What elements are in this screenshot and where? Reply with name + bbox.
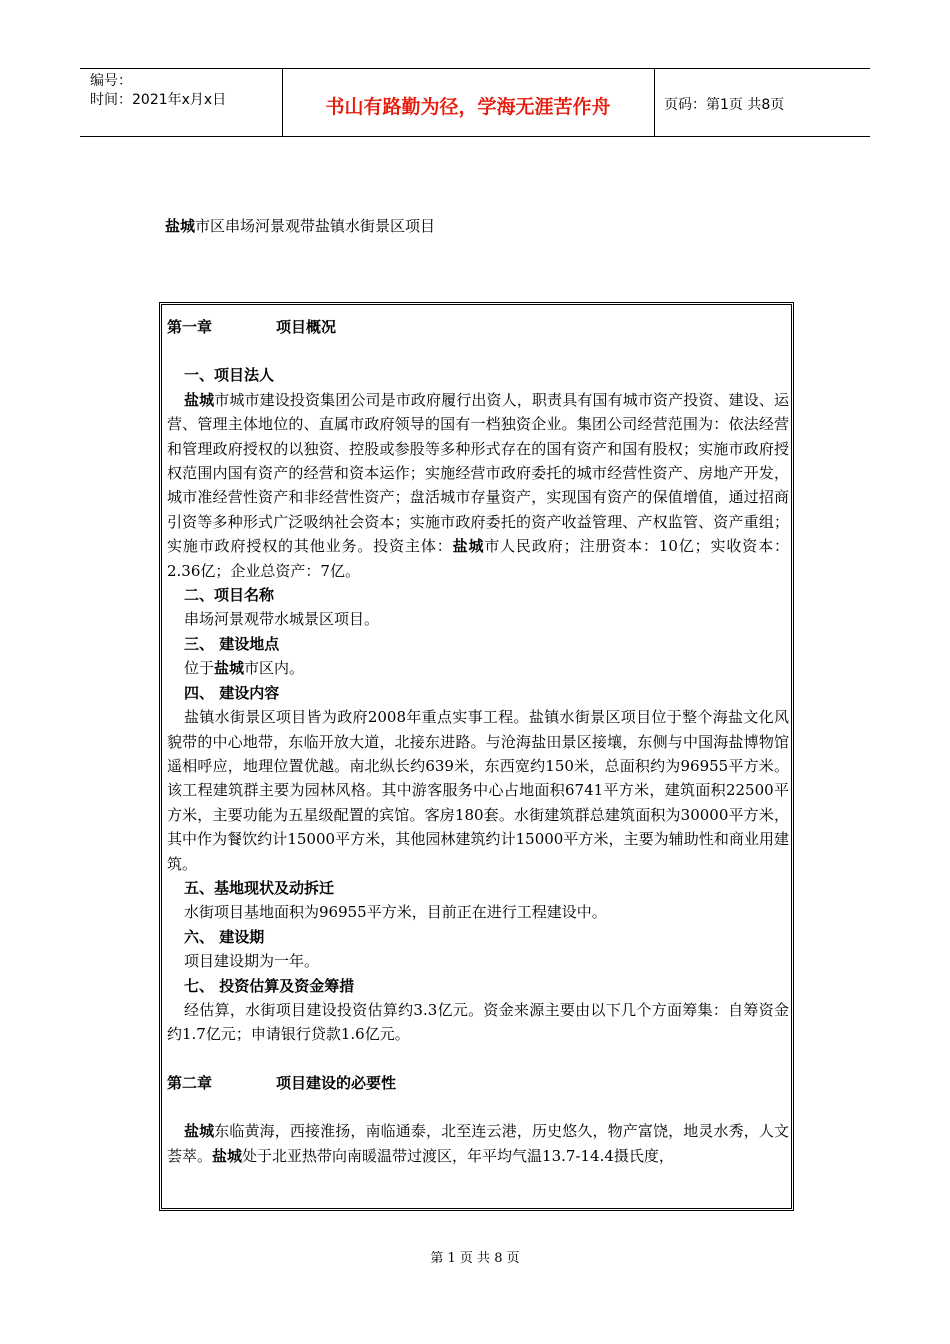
header-motto: 书山有路勤为径，学海无涯苦作舟 (325, 96, 611, 118)
section-2-text: 串场河景观带水城景区项目。 (184, 610, 380, 629)
section-1-text: 盐城市城市建设投资集团公司是市政府履行出资人，职责具有国有城市资产投资、建设、运营、管理主体地位的、直属市政府领导的国有一档独资企业。集团公司经营范围为：依法经营和管理政府授权的以独资、控股或参股等多种形式存在的国有资产和国有股权；实施市政府授权范围内国有资产的经营和资本运作；实施经营市政府委托的城市经营性资产、房地产开发，城市准经营性资产和非经营性资产；盘活城市存量资产，实现国有资产的保值增值，通过招商引资等多种形式广泛吸纳社会资本；实施市政府委托的资产收益管理、产权监管、资产重组；实施市政府授权的其他业务。投资主体：盐城市人民政府；注册资本：10亿；实收资本：2.36亿；企业总资产：7亿。 (167, 390, 789, 580)
section-6-heading: 六、 建设期 (184, 927, 265, 946)
section-1-heading: 一、项目法人 (184, 366, 275, 385)
chapter-2-text: 盐城东临黄海，西接淮扬，南临通泰，北至连云港，历史悠久，物产富饶，地灵水秀，人文荟萃。盐城处于北亚热带向南暖温带过渡区，年平均气温13.7-14.4摄氏度， (167, 1122, 789, 1165)
header-meta (90, 72, 226, 110)
chapter-1-title: 项目概况 (276, 318, 337, 336)
chapter-2-heading (167, 1071, 789, 1095)
section-7-text: 经估算，水街项目建设投资估算约3.3亿元。资金来源主要由以下几个方面筹集：自筹资金约1.7亿元；申请银行贷款1.6亿元。 (167, 1000, 789, 1044)
header-top-rule (80, 68, 870, 69)
chapter-1-number: 第一章 (167, 318, 213, 336)
section-6-text: 项目建设期为一年。 (184, 952, 320, 971)
section-5-heading: 五、基地现状及动拆迁 (184, 878, 335, 897)
title-bold: 盐城 (165, 217, 196, 235)
number-label: 编号： (90, 73, 132, 89)
section-3-heading: 三、 建设地点 (184, 634, 280, 653)
section-2-heading: 二、项目名称 (184, 586, 275, 605)
title-rest: 市区串场河景观带盐镇水街景区项目 (195, 217, 436, 235)
document-title (165, 215, 435, 236)
content-body (167, 315, 789, 1168)
section-4-text: 盐镇水街景区项目皆为政府2008年重点实事工程。盐镇水街景区项目位于整个海盐文化风貌带的中心地带，东临开放大道，北接东进路。与沧海盐田景区接壤，东侧与中国海盐博物馆遥相呼应，地理位置优越。南北纵长约639米，东西宽约150米，总面积约为96955平方米。该工程建筑群主要为园林风格。其中游客服务中心占地面积6741平方米，建筑面积22500平方米，主要功能为五星级配置的宾馆。客房180套。水街建筑群总建筑面积为30000平方米，其中作为餐饮约计15000平方米，其他园林建筑约计15000平方米，主要为辅助性和商业用建筑。 (167, 708, 789, 873)
section-4-heading: 四、 建设内容 (184, 683, 280, 702)
section-5-text: 水街项目基地面积为96955平方米，目前正在进行工程建设中。 (184, 903, 607, 922)
page-footer: 第 1 页 共 8 页 (430, 1251, 520, 1266)
header-page-number: 页码：第1页 共8页 (664, 97, 785, 113)
header-bottom-rule (80, 136, 870, 137)
chapter-2-number: 第二章 (167, 1073, 213, 1092)
content-frame (159, 302, 794, 1211)
header-divider-2 (654, 68, 655, 136)
chapter-2-title: 项目建设的必要性 (276, 1073, 397, 1092)
section-3-text: 位于盐城市区内。 (184, 659, 305, 678)
time-label: 时间：2021年x月x日 (90, 92, 227, 108)
chapter-1-heading (167, 315, 789, 339)
section-7-heading: 七、 投资估算及资金筹措 (184, 976, 355, 995)
